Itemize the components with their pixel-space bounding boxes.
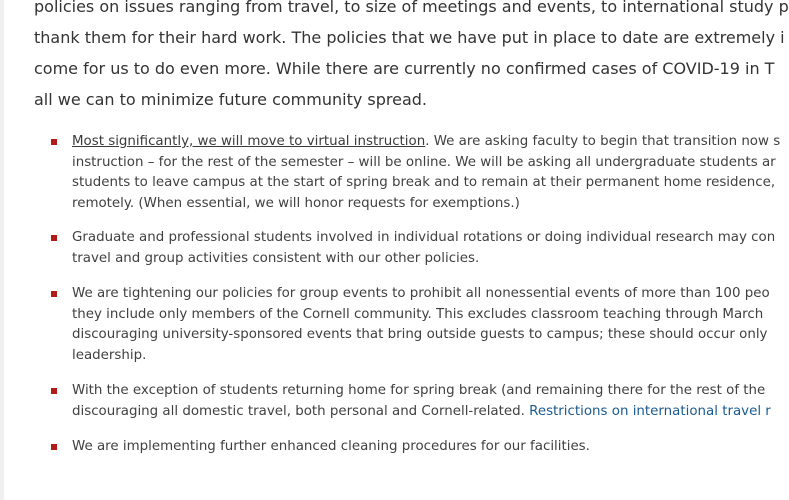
list-item-text: We are implementing further enhanced cleaning procedures for our facilities. bbox=[72, 439, 590, 454]
international-travel-restrictions-link[interactable]: Restrictions on international travel r bbox=[529, 403, 771, 419]
list-item bbox=[34, 381, 771, 422]
list-item-text: students to leave campus at the start of spring break and to remain at their permanent home residence, bbox=[72, 175, 776, 190]
list-item-text: instruction – for the rest of the semester – will be online. We will be asking all undergraduate students ar bbox=[72, 154, 776, 170]
list-item bbox=[34, 284, 770, 366]
list-item-text: discouraging all domestic travel, both personal and Cornell-related. bbox=[72, 403, 530, 419]
underlined-lead: Most significantly, we will move to virtual instruction bbox=[72, 134, 426, 149]
announcement-article bbox=[34, 0, 789, 454]
list-item-text: We are tightening our policies for group events to prohibit all nonessential events of more than 100 peo bbox=[72, 286, 770, 301]
square-bullet-icon bbox=[51, 139, 57, 145]
list-item-text: . We are asking faculty to begin that transition now s bbox=[425, 134, 781, 149]
list-item-text: discouraging university-sponsored events that bring outside guests to campus; these should occur only bbox=[72, 327, 768, 342]
square-bullet-icon bbox=[51, 388, 57, 394]
square-bullet-icon bbox=[51, 291, 57, 297]
list-item-text: they include only members of the Cornell community. This excludes classroom teaching through March bbox=[72, 306, 764, 322]
list-item-text: travel and group activities consistent with our other policies. bbox=[72, 250, 480, 266]
list-item bbox=[34, 228, 775, 269]
square-bullet-icon bbox=[51, 444, 57, 450]
intro-line-1: policies on issues ranging from travel, to size of meetings and events, to international study p bbox=[34, 0, 789, 16]
square-bullet-icon bbox=[51, 235, 57, 241]
list-item-text: leadership. bbox=[72, 347, 147, 363]
list-item bbox=[34, 132, 780, 214]
list-item-text: Graduate and professional students involved in individual rotations or doing individual research may con bbox=[72, 230, 776, 245]
page-left-border bbox=[0, 0, 4, 500]
list-item bbox=[34, 437, 590, 458]
list-item-text: With the exception of students returning home for spring break (and remaining there for the rest of the bbox=[72, 383, 766, 398]
intro-line-2: thank them for their hard work. The policies that we have put in place to date are extremely i bbox=[34, 28, 785, 47]
intro-line-3: come for us to do even more. While there are currently no confirmed cases of COVID-19 in T bbox=[34, 59, 775, 78]
intro-line-4: all we can to minimize future community spread. bbox=[34, 90, 428, 109]
list-item-text: remotely. (When essential, we will honor requests for exemptions.) bbox=[72, 195, 520, 211]
